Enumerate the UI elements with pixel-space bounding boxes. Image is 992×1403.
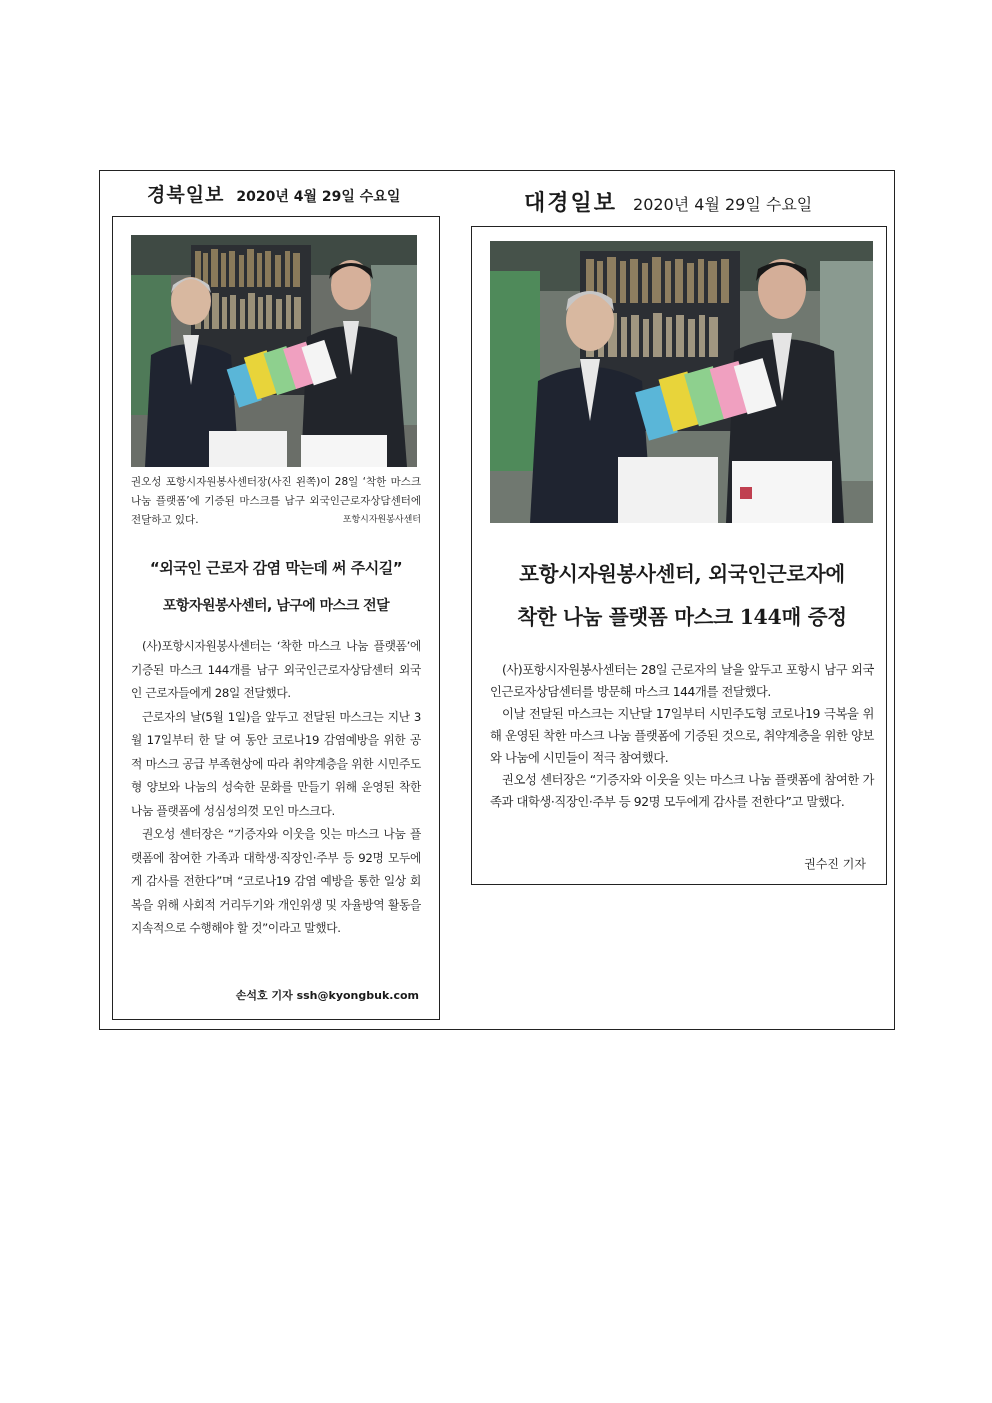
left-article-body [131,635,421,941]
right-paragraph: 권오성 센터장은 “기증자와 이웃을 잇는 마스크 나눔 플랫폼에 참여한 가족과 대학생·직장인·주부 등 92명 모두에게 감사를 전한다”고 말했다. [490,773,874,809]
left-paper-date: 2020년 4월 29일 수요일 [236,189,401,205]
left-subheadline: 포항자원봉사센터, 남구에 마스크 전달 [162,598,390,614]
left-article-photo [131,235,417,467]
left-photo-caption [131,473,421,530]
left-paragraph: 근로자의 날(5월 1일)을 앞두고 전달된 마스크는 지난 3월 17일부터 한 달 여 동안 코로나19 감염예방을 위한 공적 마스크 공급 부족현상에 따라 취약계층을 위한 시민주도형 양보와 나눔의 성숙한 문화를 만들기 위해 운영된 착한 나눔 플랫폼에 성심성의껏 모인 마스크다. [131,709,421,818]
right-paragraph: (사)포항시자원봉사센터는 28일 근로자의 날을 앞두고 포항시 남구 외국인근로자상담센터를 방문해 마스크 144개를 전달했다. [490,663,874,699]
left-paragraph: 권오성 센터장은 “기증자와 이웃을 잇는 마스크 나눔 플랫폼에 참여한 가족과 대학생·직장인·주부 등 92명 모두에게 감사를 전한다”며 “코로나19 감염 예방을 통한 일상 회복을 위해 사회적 거리두기와 개인위생 및 자율방역 활동을 지속적으로 수행해야 할 것”이라고 말했다. [131,827,421,935]
left-headline: “외국인 근로자 감염 막는데 써 주시길” [149,559,403,577]
right-paragraph: 이날 전달된 마스크는 지난달 17일부터 시민주도형 코로나19 극복을 위해 운영된 착한 마스크 나눔 플랫폼에 기증된 것으로, 취약계층을 위한 양보와 나눔에 시민들이 적극 참여했다. [490,707,874,765]
left-article-clipping [112,216,440,1020]
right-paper-name: 대경일보 [524,191,618,216]
right-paper-date: 2020년 4월 29일 수요일 [633,195,813,214]
right-article-clipping [471,226,887,885]
right-article-photo [490,241,873,523]
right-headline-line2: 착한 나눔 플랫폼 마스크 144매 증정 [517,605,847,629]
right-headline-line1: 포항시자원봉사센터, 외국인근로자에 [519,562,845,586]
left-masthead [147,180,400,207]
right-article-body [490,659,874,813]
left-byline: 손석호 기자 ssh@kyongbuk.com [235,989,419,1002]
left-paragraph: (사)포항시자원봉사센터는 ‘착한 마스크 나눔 플랫폼’에 기증된 마스크 144개를 남구 외국인근로자상담센터 외국인 근로자들에게 28일 전달했다. [131,639,421,700]
right-masthead [524,186,812,217]
caption-text: 권오성 포항시자원봉사센터장(사진 왼쪽)이 28일 ‘착한 마스크 나눔 플랫폼’에 기증된 마스크를 남구 외국인근로자상담센터에 전달하고 있다. [131,476,421,526]
left-paper-name: 경북일보 [147,184,225,206]
caption-credit: 포항시자원봉사센터 [342,515,421,525]
right-byline: 권수진 기자 [804,857,866,871]
